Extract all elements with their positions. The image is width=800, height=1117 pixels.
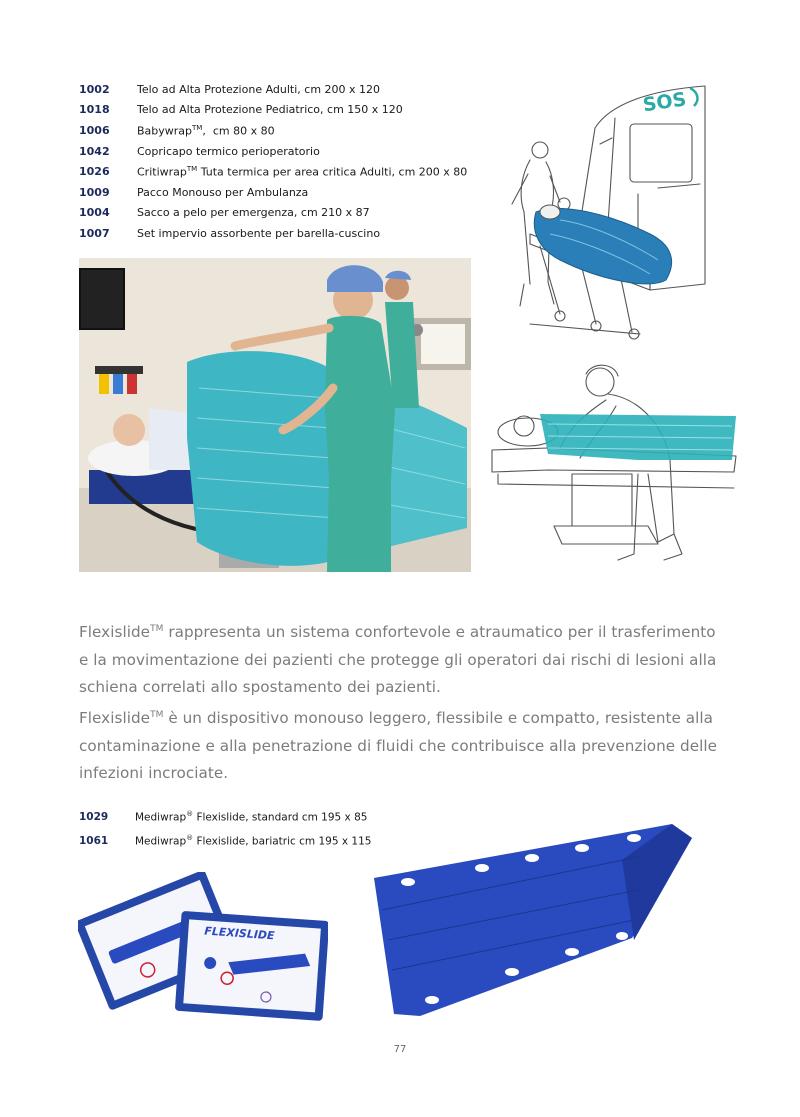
flexislide-sheet — [372, 820, 694, 1018]
product-desc — [137, 165, 467, 179]
paragraph-2 — [79, 702, 721, 788]
product-code: 1004 — [79, 206, 110, 220]
registered-mark: ® — [186, 834, 194, 843]
product-row — [79, 79, 499, 100]
product-name: Mediwrap — [135, 835, 187, 848]
product-code: 1006 — [79, 123, 110, 137]
description-paragraph — [79, 616, 721, 788]
product-rest: , cm 80 x 80 — [202, 124, 275, 138]
brand-name: Flexislide — [79, 708, 151, 727]
paragraph-1 — [79, 616, 721, 702]
registered-mark: ® — [186, 810, 194, 819]
page-number: 77 — [393, 1044, 407, 1055]
product-name: Critiwrap — [137, 165, 187, 179]
product-row — [79, 182, 499, 203]
product-desc: Sacco a pelo per emergenza, cm 210 x 87 — [137, 206, 370, 220]
product-desc — [137, 124, 275, 138]
transfer-illustration — [488, 364, 738, 576]
paragraph-text: è un dispositivo monouso leggero, flessibile e compatto, resistente alla contaminazione e alla penetrazione di fluidi che contribuisce alla prevenzione delle infezioni incrociate. — [79, 708, 718, 783]
operating-room-photo — [79, 258, 471, 572]
product-desc: Copricapo termico perioperatorio — [137, 144, 320, 158]
ambulance-illustration — [500, 84, 720, 340]
product-row — [79, 141, 499, 162]
product-row — [79, 120, 499, 141]
trademark: TM — [192, 123, 203, 132]
trademark: TM — [150, 624, 164, 634]
product-rest: Flexislide, bariatric cm 195 x 115 — [193, 835, 372, 848]
product-desc — [135, 834, 371, 848]
product-row — [79, 161, 499, 182]
operating-room-photo-drawing — [79, 258, 471, 572]
product-code: 1009 — [79, 185, 110, 199]
paragraph-text: rappresenta un sistema confortevole e atraumatico per il trasferimento e la movimentazione dei pazienti che protegge gli operatori dai rischi di lesioni alla schiena correlati allo spostamento dei pazienti. — [79, 623, 717, 697]
product-row — [79, 100, 499, 121]
product-list-top — [79, 79, 499, 244]
product-row — [79, 203, 499, 224]
product-row — [79, 223, 499, 244]
product-name: Mediwrap — [135, 811, 187, 824]
flexislide-packages — [78, 872, 328, 1022]
product-desc: Telo ad Alta Protezione Adulti, cm 200 x 120 — [137, 82, 381, 96]
product-code: 1007 — [79, 226, 110, 240]
product-row — [79, 805, 399, 829]
product-desc: Set impervio assorbente per barella-cuscino — [137, 226, 381, 240]
product-code: 1029 — [79, 811, 109, 823]
product-code: 1061 — [79, 835, 109, 847]
product-rest: Tuta termica per area critica Adulti, cm 200 x 80 — [197, 165, 468, 179]
product-row — [79, 829, 399, 853]
product-name: Babywrap — [137, 124, 193, 138]
product-code: 1018 — [79, 103, 110, 117]
package-label: FLEXISLIDE — [203, 924, 275, 943]
product-desc — [135, 810, 367, 824]
product-list-bottom — [79, 805, 399, 853]
trademark: TM — [150, 709, 164, 720]
brand-name: Flexislide — [79, 623, 151, 642]
product-desc: Telo ad Alta Protezione Pediatrico, cm 150 x 120 — [137, 103, 403, 117]
product-code: 1042 — [79, 144, 110, 158]
product-desc: Pacco Monouso per Ambulanza — [137, 185, 309, 199]
ambulance-sos-sign: SOS — [641, 88, 688, 117]
product-rest: Flexislide, standard cm 195 x 85 — [193, 811, 368, 824]
product-code: 1026 — [79, 165, 110, 179]
trademark: TM — [186, 164, 198, 173]
product-code: 1002 — [79, 82, 110, 96]
